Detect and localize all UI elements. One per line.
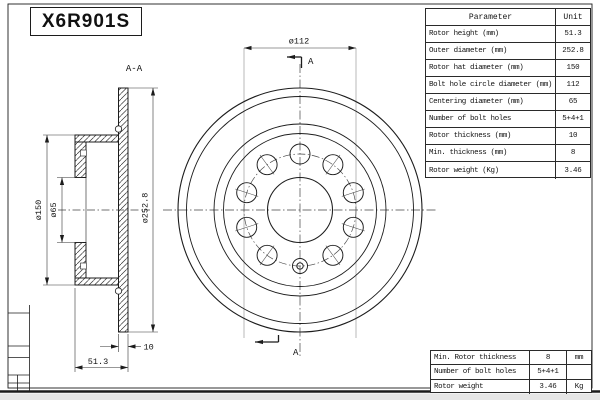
spec-table <box>425 8 591 178</box>
hat-top-plate-section <box>75 135 119 142</box>
spec-cell-value: 51.3 <box>556 26 590 43</box>
spec-cell-parameter: Rotor hat diameter (mm) <box>426 60 556 77</box>
summary-cell-unit: Kg <box>574 382 584 391</box>
spec-cell-value: 5+4+1 <box>556 111 590 128</box>
arrowhead <box>75 365 83 369</box>
spec-cell-value: 112 <box>556 77 590 94</box>
arrowhead <box>121 365 129 369</box>
spec-cell-value: 252.8 <box>556 43 590 60</box>
spec-cell-parameter: Bolt hole circle diameter (mm) <box>426 77 556 94</box>
arrowhead <box>60 235 64 243</box>
summary-cell-value: 3.46 <box>530 380 567 394</box>
summary-cell-parameter: Number of bolt holes <box>431 365 530 379</box>
arrowhead <box>255 340 263 344</box>
hat-face-lower-section <box>75 243 86 279</box>
arrowhead <box>45 278 49 286</box>
section-title-label: A-A <box>125 64 143 74</box>
spec-cell-value: 10 <box>556 128 590 145</box>
section-marker-label-bottom: A <box>293 348 299 358</box>
section-cut-marker-bottom <box>255 335 279 342</box>
dim-bolt-circle-label: ø112 <box>288 36 310 47</box>
bottom-band <box>0 394 600 400</box>
spec-cell-value: 150 <box>556 60 590 77</box>
summary-cell-value: 5+4+1 <box>530 365 567 379</box>
arrowhead <box>151 88 155 96</box>
dim-thickness-label: 10 <box>143 342 154 353</box>
spec-cell-parameter: Centering diameter (mm) <box>426 94 556 111</box>
summary-cell-unit: mm <box>567 351 591 365</box>
spec-cell-parameter: Rotor height (mm) <box>426 26 556 43</box>
arrowhead <box>45 135 49 143</box>
arrowhead <box>111 344 119 348</box>
spec-cell-value: 3.46 <box>564 166 582 175</box>
arrowhead <box>128 344 136 348</box>
undercut-notch <box>115 126 121 132</box>
arrowhead <box>287 55 295 59</box>
spec-cell-parameter: Rotor weight (Kg) <box>426 162 556 179</box>
front-view <box>163 37 437 359</box>
part-number: X6R901S <box>41 10 131 32</box>
spec-header-parameter: Parameter <box>426 9 556 26</box>
dim-outer-diameter-label: ø252.8 <box>140 192 151 224</box>
undercut-notch <box>115 288 121 294</box>
hat-bottom-plate-section <box>75 278 119 285</box>
spec-cell-parameter: Number of bolt holes <box>426 111 556 128</box>
summary-cell-parameter: Rotor weight <box>431 380 530 394</box>
dim-thickness <box>100 334 141 352</box>
spec-header-unit: Unit <box>556 9 590 26</box>
corner-title-block <box>8 305 30 391</box>
arrowhead <box>60 178 64 186</box>
section-marker-label-top: A <box>308 57 314 67</box>
hat-relief-groove <box>81 150 87 156</box>
summary-cell-parameter: Min. Rotor thickness <box>431 351 530 365</box>
summary-cell-value: 8 <box>530 351 567 365</box>
hat-relief-groove <box>81 263 87 269</box>
spec-cell-parameter: Rotor thickness (mm) <box>426 128 556 145</box>
spec-cell-value: 65 <box>556 94 590 111</box>
arrowhead <box>244 46 252 50</box>
dim-height-label: 51.3 <box>87 357 109 367</box>
spec-cell-value: 8 <box>556 145 590 162</box>
arrowhead <box>349 46 357 50</box>
spec-cell-parameter: Outer diameter (mm) <box>426 43 556 60</box>
summary-cell-unit <box>567 365 591 379</box>
dim-bore-label: ø65 <box>49 202 59 218</box>
summary-table <box>430 350 592 393</box>
hat-face-upper-section <box>75 142 86 178</box>
spec-cell-parameter: Min. thickness (mm) <box>426 145 556 162</box>
arrowhead <box>151 325 155 333</box>
dim-hat-diameter-label: ø150 <box>34 199 44 221</box>
section-view <box>34 64 158 372</box>
part-number-box <box>30 7 142 36</box>
